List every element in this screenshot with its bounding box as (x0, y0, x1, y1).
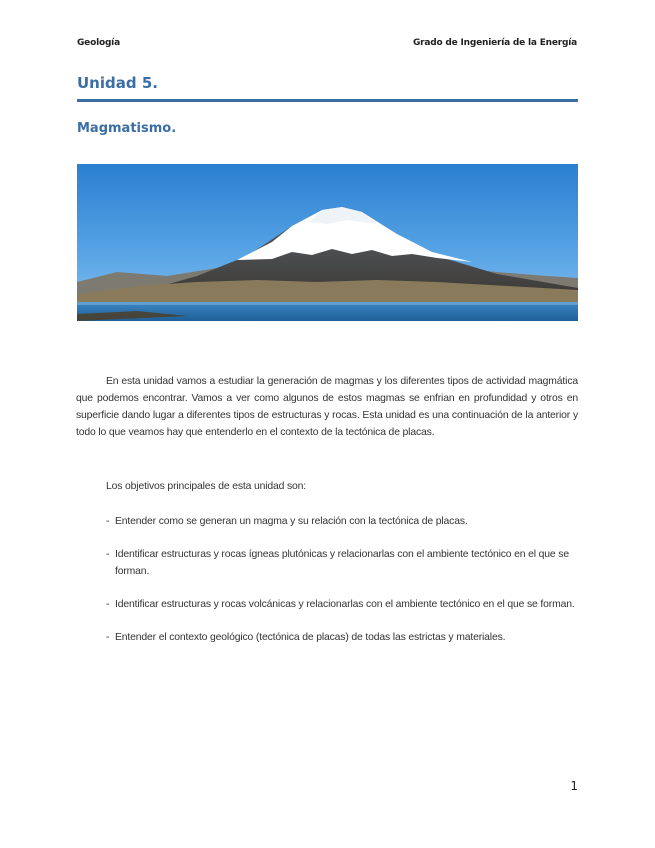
bullet-marker: - (106, 549, 110, 560)
bullet-marker: - (106, 632, 110, 643)
unit-title: Unidad 5. (77, 74, 158, 92)
bullet-marker: - (106, 599, 110, 610)
objective-text: Identificar estructuras y rocas volcánicas y relacionarlas con el ambiente tectónico en el que se forman. (115, 599, 575, 610)
page-number: 1 (570, 779, 578, 793)
objective-text: Entender el contexto geológico (tectónica de placas) de todas las estrictas y materiales. (115, 632, 506, 643)
volcano-photo (77, 164, 578, 321)
bullet-marker: - (106, 516, 110, 527)
objectives-list (106, 513, 578, 662)
objective-item (106, 546, 578, 580)
objective-text: Entender como se generan un magma y su relación con la tectónica de placas. (115, 516, 468, 527)
objectives-intro: Los objetivos principales de esta unidad son: (106, 481, 307, 492)
intro-paragraph: En esta unidad vamos a estudiar la generación de magmas y los diferentes tipos de actividad magmática que podemos encontrar. Vamos a ver como algunos de estos magmas se enfrian en profundidad y otros en superficie dando lugar a diferentes tipos de estructuras y rocas. Esta unidad es una continuación de la anterior y todo lo que veamos hay que entenderlo en el contexto de la tectónica de placas. (76, 376, 578, 439)
header-left-text: Geología (77, 38, 120, 48)
section-title: Magmatismo. (77, 121, 177, 136)
title-divider (77, 99, 578, 102)
header-right-text: Grado de Ingeniería de la Energía (412, 38, 577, 48)
objective-text: Identificar estructuras y rocas ígneas plutónicas y relacionarlas con el ambiente tectónico en el que se forman. (115, 549, 569, 577)
objective-item (106, 596, 578, 613)
objective-item (106, 629, 578, 646)
objective-item (106, 513, 578, 530)
